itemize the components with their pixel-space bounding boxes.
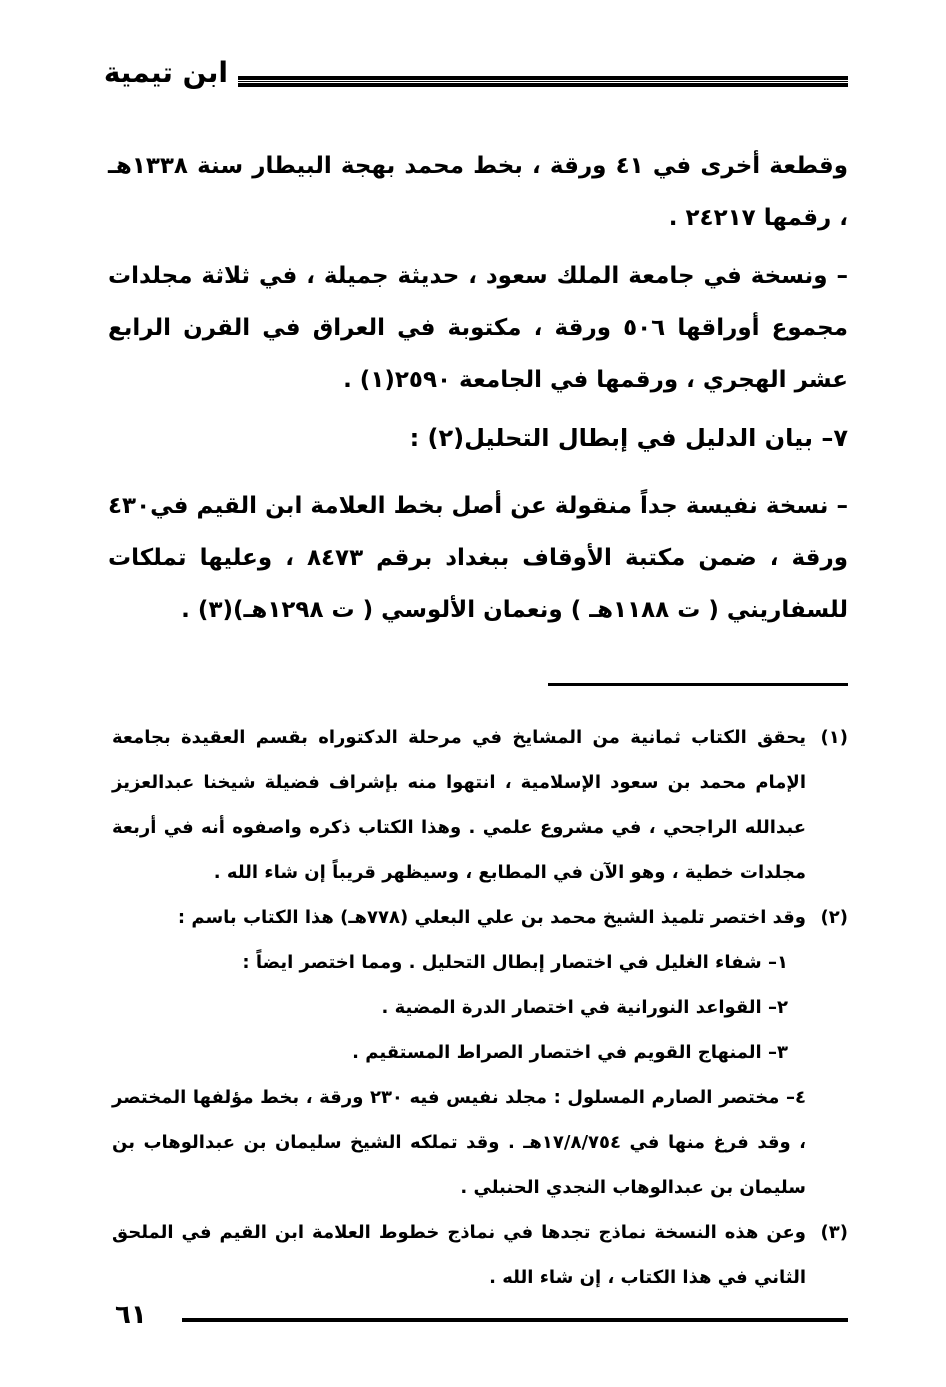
footnote-number: (١)	[820, 727, 848, 748]
footnote-2	[112, 895, 848, 1210]
footnote-list-item: ٤– مختصر الصارم المسلول : مجلد نفيس فيه ٢٣٠ ورقة ، بخط مؤلفها المختصر ، وقد فرغ منها في ١٧/٨/٧٥٤هـ . وقد تملكه الشيخ سليمان بن عبدالوهاب بن سليمان بن عبدالوهاب النجدي الحنبلي .	[112, 1087, 807, 1198]
footnote-text: يحقق الكتاب ثمانية من المشايخ في مرحلة الدكتوراه بقسم العقيدة بجامعة الإمام محمد بن سعود الإسلامية ، انتهوا منه بإشراف فضيلة شيخنا عبدالعزيز عبدالله الراجحي ، في مشروع علمي . وهذا الكتاب ذكره واصفوه أنه في أربعة مجلدات خطية ، وهو الآن في المطابع ، وسيظهر قريباً إن شاء الله .	[112, 727, 806, 883]
running-header-title: ابن تيمية	[103, 56, 228, 89]
paragraph-manuscript-piece: وقطعة أخرى في ٤١ ورقة ، بخط محمد بهجة البيطار سنة ١٣٣٨هـ ، رقمها ٢٤٢١٧ .	[108, 153, 848, 231]
footnote-list-item: ١– شفاء الغليل في اختصار إبطال التحليل . ومما اختصر ايضاً :	[242, 952, 788, 973]
paragraph-king-saud-copy: – ونسخة في جامعة الملك سعود ، حديثة جميلة ، في ثلاثة مجلدات مجموع أوراقها ٥٠٦ ورقة ، مكتوبة في العراق في القرن الرابع عشر الهجري ، ورقمها في الجامعة ٢٥٩٠(١) .	[108, 263, 848, 393]
section-heading: ٧– بيان الدليل في إبطال التحليل(٢) :	[409, 424, 848, 452]
footnote-separator	[548, 683, 848, 686]
footnotes-block	[112, 715, 848, 1300]
footnote-list-item: ٣– المنهاج القويم في اختصار الصراط المستقيم .	[352, 1042, 788, 1063]
footnote-number: (٢)	[820, 907, 848, 928]
footnote-text: وقد اختصر تلميذ الشيخ محمد بن علي البعلي (٧٧٨هـ) هذا الكتاب باسم :	[177, 907, 806, 928]
footnote-3	[112, 1210, 848, 1300]
footer-rule	[182, 1318, 848, 1322]
footnote-1	[112, 715, 848, 895]
footnote-list-item: ٢– القواعد النورانية في اختصار الدرة المضية .	[381, 997, 788, 1018]
header-double-rule	[238, 76, 848, 87]
paragraph-baghdad-copy: – نسخة نفيسة جداً منقولة عن أصل بخط العلامة ابن القيم في٤٣٠ ورقة ، ضمن مكتبة الأوقاف ببغداد برقم ٨٤٧٣ ، وعليها تملكات للسفاريني ( ت ١١٨٨هـ ) ونعمان الألوسي ( ت ١٢٩٨هـ)(٣) .	[108, 493, 848, 623]
footnote-text: وعن هذه النسخة نماذج تجدها في نماذج خطوط العلامة ابن القيم في الملحق الثاني في هذا الكتاب ، إن شاء الله .	[112, 1222, 806, 1288]
page-number: ٦١	[115, 1300, 147, 1330]
footnote-number: (٣)	[820, 1222, 848, 1243]
